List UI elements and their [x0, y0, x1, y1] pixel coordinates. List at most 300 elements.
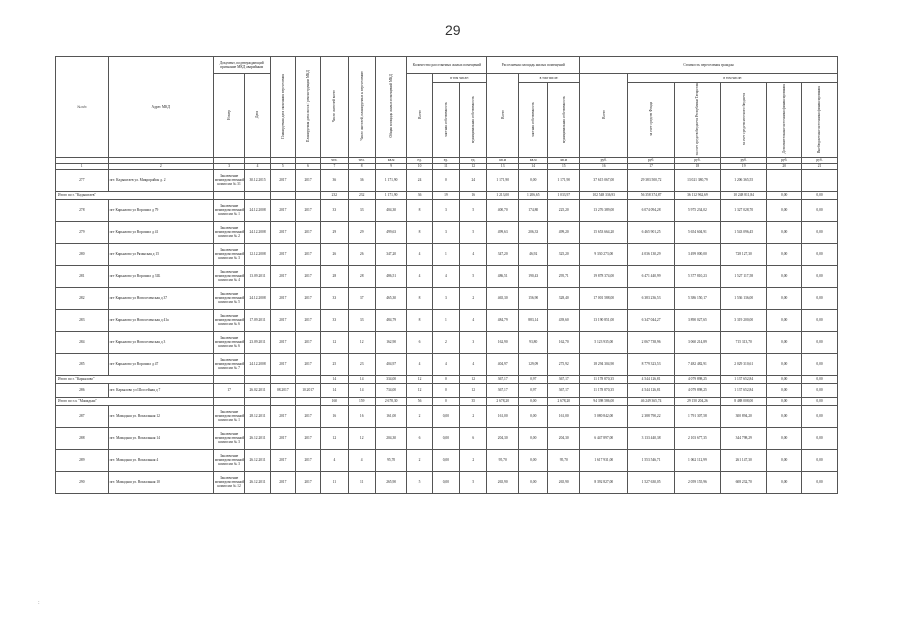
header-rooms-municipal: муниципальная собственность — [460, 83, 487, 158]
header-cost-fund: за счет средств Фонда — [628, 83, 674, 158]
header-residents-plan: Число жителей, планируемых к переселению — [348, 57, 375, 158]
table-cell: 1 543 096,45 — [721, 221, 767, 243]
subtotal-cell — [213, 375, 245, 383]
table-cell: 404,97 — [487, 353, 519, 375]
table-cell: 285 — [56, 353, 109, 375]
table-row — [56, 353, 838, 375]
subtotal-cell: 2 678,30 — [375, 397, 407, 405]
table-cell: 19 878 374,00 — [580, 265, 628, 287]
column-number-row-cell: 15 — [548, 163, 580, 169]
subtotal-cell — [245, 191, 270, 199]
table-cell: 0,00 — [802, 405, 838, 427]
address-cell: пгт. Мамадыш ул. Вокзальная 12 — [108, 405, 213, 427]
header-total-area: Общая площадь жилых помещений МКД — [375, 57, 407, 158]
table-cell: 161,00 — [487, 405, 519, 427]
table-cell: 2017 — [295, 221, 320, 243]
column-number-row-cell: 19 — [721, 163, 767, 169]
table-cell: 8 — [407, 309, 432, 331]
table-row — [56, 221, 838, 243]
table-cell: 95,70 — [487, 449, 519, 471]
table-cell: 4 — [432, 265, 459, 287]
header-rooms-including: в том числе: — [432, 74, 487, 83]
table-cell: 499,63 — [375, 221, 407, 243]
table-cell: 3 499 000,00 — [674, 243, 720, 265]
subtotal-cell: 367,17 — [548, 375, 580, 383]
table-cell: 11 178 870,35 — [580, 383, 628, 397]
table-cell: 275,92 — [548, 353, 580, 375]
table-cell: 1 791 307,58 — [674, 405, 720, 427]
subtotal-cell — [295, 191, 320, 199]
page-number: 29 — [445, 22, 461, 38]
table-cell: 2 029 310,61 — [721, 353, 767, 375]
table-cell: 156,90 — [519, 287, 548, 309]
subtotal-cell: 160 — [321, 397, 348, 405]
table-cell: 0,00 — [802, 287, 838, 309]
units-row-cell: руб. — [767, 157, 802, 163]
address-cell: пгт Карьялово ул Новоселенская д 41а — [108, 309, 213, 331]
units-row-cell: кв.м — [375, 157, 407, 163]
table-cell: 295,71 — [548, 265, 580, 287]
table-cell: 0,00 — [802, 353, 838, 375]
document-cell: Заключение межведомственной комиссии № 2 — [213, 221, 245, 243]
subtotal-cell — [270, 191, 295, 199]
table-cell: 13 276 389,00 — [580, 199, 628, 221]
table-cell: 11 — [348, 471, 375, 493]
subtotal-cell: 2 678,20 — [487, 397, 519, 405]
header-cost-extra2: Внебюджетные источники финансирования — [802, 83, 838, 158]
units-row-cell: руб. — [628, 157, 674, 163]
table-cell: 8 — [407, 287, 432, 309]
address-cell: пгт. Карьялово ул Шоссейная д 7 — [108, 383, 213, 397]
table-cell: 16 — [321, 405, 348, 427]
subtotal-cell: 1 213,00 — [487, 191, 519, 199]
table-cell: 28 — [348, 265, 375, 287]
table-cell: 282 — [56, 287, 109, 309]
table-cell: 278 — [56, 199, 109, 221]
table-cell: 1 327 028,70 — [721, 199, 767, 221]
units-row-cell: чел. — [348, 157, 375, 163]
table-row — [56, 199, 838, 221]
table-row — [56, 265, 838, 287]
header-no: № п/п — [56, 57, 109, 158]
table-cell: 1 536 136,00 — [721, 287, 767, 309]
table-cell: 5 — [460, 471, 487, 493]
table-cell: 0,00 — [767, 405, 802, 427]
table-cell: 28 — [321, 265, 348, 287]
table-cell: 14 — [321, 383, 348, 397]
table-cell: 26.02.2011 — [245, 383, 270, 397]
table-cell: 499,63 — [487, 221, 519, 243]
header-doc-date: Дата — [245, 74, 270, 158]
table-cell: 2017 — [295, 405, 320, 427]
document-cell: Заключение межведомственной комиссии № 4 — [213, 265, 245, 287]
table-cell: 12 — [321, 331, 348, 353]
document-cell: Заключение межведомственной комиссии № 3 — [213, 449, 245, 471]
table-cell: 24.12.2008 — [245, 199, 270, 221]
header-cost-including: в том числе: — [628, 74, 838, 83]
table-cell: 3 060 214,89 — [674, 331, 720, 353]
table-cell: 12.12.2008 — [245, 243, 270, 265]
subtotal-row — [56, 375, 838, 383]
table-cell: 2017 — [270, 405, 295, 427]
units-row-cell: руб. — [580, 157, 628, 163]
table-cell: 347,20 — [487, 243, 519, 265]
subtotal-cell: 0,00 — [519, 397, 548, 405]
subtotal-label: Итого по г. "Карьялово" — [56, 375, 214, 383]
table-cell: 281 — [56, 265, 109, 287]
table-cell: 0,97 — [519, 383, 548, 397]
table-cell: 17.09.2011 — [245, 309, 270, 331]
table-cell: 13.09.2011 — [245, 265, 270, 287]
table-cell: 6 447 897,00 — [580, 427, 628, 449]
column-number-row-cell: 2 — [108, 163, 213, 169]
address-cell: пгт Карьялово ул Ворошил д 41 — [108, 221, 213, 243]
table-cell: 265,90 — [487, 471, 519, 493]
header-cost-extra: Дополнительные источники финансирования — [767, 83, 802, 158]
table-cell: 279 — [56, 221, 109, 243]
table-cell: 2 — [407, 449, 432, 471]
table-cell: 26.12.2011 — [245, 449, 270, 471]
column-number-row-cell: 16 — [580, 163, 628, 169]
subtotal-cell: 1 206,65 — [519, 191, 548, 199]
column-number-row-cell: 3 — [213, 163, 245, 169]
subtotal-cell — [245, 375, 270, 383]
address-cell: пгт Карьялово ул Новоселенская д 37 — [108, 287, 213, 309]
table-cell: 95,70 — [548, 449, 580, 471]
table-cell: 2 — [407, 405, 432, 427]
table-cell: 2017 — [270, 199, 295, 221]
column-number-row-cell: 1 — [56, 163, 109, 169]
column-number-row-cell: 7 — [321, 163, 348, 169]
table-cell: 2017 — [270, 287, 295, 309]
table-cell: 17 001 588,00 — [580, 287, 628, 309]
table-cell: 12 — [348, 331, 375, 353]
table-cell: 0,00 — [767, 243, 802, 265]
table-cell: 2017 — [295, 353, 320, 375]
table-cell: 2017 — [295, 243, 320, 265]
units-row-cell: руб. — [802, 157, 838, 163]
table-cell: 277 — [56, 169, 109, 191]
table-cell: 1 062 112,99 — [674, 449, 720, 471]
table-cell: 4 036 130,29 — [628, 243, 674, 265]
table-row — [56, 243, 838, 265]
table-cell: 0,00 — [767, 287, 802, 309]
address-cell: пгт. Мамадыш ул. Вокзальная 10 — [108, 471, 213, 493]
subtotal-cell: 0,00 — [767, 191, 802, 199]
subtotal-cell — [213, 397, 245, 405]
table-cell: 283 — [56, 309, 109, 331]
table-cell: 2 — [460, 405, 487, 427]
table-cell: 204,30 — [375, 427, 407, 449]
table-row — [56, 383, 838, 397]
table-cell: 5 — [460, 199, 487, 221]
header-area-municipal: муниципальная собственность — [548, 83, 580, 158]
subtotal-cell: 1 171,90 — [375, 191, 407, 199]
units-row-cell: кв.м — [548, 157, 580, 163]
table-cell: 28.12.2011 — [245, 405, 270, 427]
table-cell: 4 — [432, 353, 459, 375]
address-cell: пгт. Кадыштаев ул. Микрорайон д. 2 — [108, 169, 213, 191]
subtotal-cell: 0,00 — [767, 397, 802, 405]
column-number-row-cell: 21 — [802, 163, 838, 169]
address-cell: пгт Карьялово ул Ворошил д 31Б — [108, 265, 213, 287]
table-cell: 8 392 827,00 — [580, 471, 628, 493]
column-number-row-cell: 9 — [375, 163, 407, 169]
header-cost-total: Всего — [580, 74, 628, 158]
column-number-row-cell: 20 — [767, 163, 802, 169]
table-cell: 11 — [321, 471, 348, 493]
units-row-cell: чел. — [321, 157, 348, 163]
table-cell: 93,80 — [519, 331, 548, 353]
table-cell: 2 103 677,35 — [674, 427, 720, 449]
table-cell: 1 — [432, 309, 459, 331]
table-cell: 12 — [407, 383, 432, 397]
table-cell: 287 — [56, 405, 109, 427]
subtotal-label: Итого по г.п. "Мамадыш" — [56, 397, 214, 405]
table-cell: 0,00 — [767, 265, 802, 287]
table-cell: 0 — [432, 383, 459, 397]
table-cell: 5 — [460, 221, 487, 243]
subtotal-cell: 29 150 204,26 — [674, 397, 720, 405]
document-cell: Заключение межведомственной комиссии № 6 — [213, 331, 245, 353]
table-cell: 484,79 — [487, 309, 519, 331]
table-cell: 439,60 — [548, 309, 580, 331]
table-cell: 30.12.2015 — [245, 169, 270, 191]
table-cell: 367,17 — [487, 383, 519, 397]
table-cell: 24 — [407, 169, 432, 191]
table-cell: 0,00 — [767, 449, 802, 471]
table-cell: 33 — [321, 199, 348, 221]
table-cell: 2 059 155,96 — [674, 471, 720, 493]
table-cell: 24.12.2008 — [245, 353, 270, 375]
table-cell: 0,00 — [802, 427, 838, 449]
table-cell: 0,00 — [767, 221, 802, 243]
table-cell: 162,90 — [487, 331, 519, 353]
table-cell: 2017 — [270, 265, 295, 287]
table-cell: 2017 — [270, 427, 295, 449]
table-cell: 6 — [407, 331, 432, 353]
table-cell: 2017 — [270, 471, 295, 493]
header-cost-group: Стоимость переселения граждан — [580, 57, 838, 74]
table-cell: 0,00 — [767, 309, 802, 331]
table-cell: 289 — [56, 449, 109, 471]
table-cell: 1 527 630,05 — [628, 471, 674, 493]
subtotal-cell: 16 — [460, 191, 487, 199]
table-cell: 0,00 — [767, 199, 802, 221]
header-rooms-private: частная собственность — [432, 83, 459, 158]
table-cell: 5 975 234,02 — [674, 199, 720, 221]
column-number-row-cell: 6 — [295, 163, 320, 169]
table-cell: 1 171,90 — [487, 169, 519, 191]
subtotal-cell: 36 112 962,69 — [674, 191, 720, 199]
table-cell: 728 127,30 — [721, 243, 767, 265]
address-cell: пгт Карьялово ул Ворошил д 79 — [108, 199, 213, 221]
subtotal-cell: 102 548 336,93 — [580, 191, 628, 199]
subtotal-cell: 1 033,97 — [548, 191, 580, 199]
table-cell: 33 — [321, 287, 348, 309]
table-cell: 288 — [56, 427, 109, 449]
table-cell: 13 021 380,79 — [674, 169, 720, 191]
table-cell: 499,20 — [548, 221, 580, 243]
header-rooms-group: Количество расселяемых жилых помещений — [407, 57, 487, 74]
table-cell: 206,33 — [519, 221, 548, 243]
table-cell: 4 079 898,25 — [674, 383, 720, 397]
table-cell: 26.12.2011 — [245, 471, 270, 493]
subtotal-cell: 0,97 — [519, 375, 548, 383]
relocation-table — [55, 56, 838, 494]
subtotal-cell: 12 — [460, 375, 487, 383]
table-row — [56, 331, 838, 353]
table-cell: 2017 — [270, 309, 295, 331]
subtotal-cell: 8 488 008,00 — [721, 397, 767, 405]
subtotal-cell: 36 — [407, 191, 432, 199]
table-cell: 0,00 — [767, 331, 802, 353]
table-cell: 3 — [460, 331, 487, 353]
table-cell: 486,51 — [375, 265, 407, 287]
table-cell: 0,00 — [802, 265, 838, 287]
table-row — [56, 405, 838, 427]
table-cell: 4 — [460, 309, 487, 331]
table-cell: 284 — [56, 331, 109, 353]
table-cell: 0,00 — [802, 243, 838, 265]
subtotal-cell — [295, 375, 320, 383]
table-cell: 23.09.2011 — [245, 331, 270, 353]
table-cell: 0,00 — [802, 199, 838, 221]
subtotal-cell: 14 — [321, 375, 348, 383]
table-cell: 1 206 365,55 — [721, 169, 767, 191]
subtotal-cell: 4 079 898,25 — [674, 375, 720, 383]
table-cell: 608 232,70 — [721, 471, 767, 493]
subtotal-cell: 0,00 — [802, 375, 838, 383]
table-cell: 4 — [460, 243, 487, 265]
column-number-row-cell: 4 — [245, 163, 270, 169]
table-cell: 3 133 440,38 — [628, 427, 674, 449]
table-cell: 18 294 304,90 — [580, 353, 628, 375]
subtotal-cell: 232 — [348, 191, 375, 199]
table-cell: 0 — [432, 169, 459, 191]
document-cell: Заключение межведомственной комиссии № 31 — [213, 169, 245, 191]
table-cell: 2017 — [270, 449, 295, 471]
subtotal-cell: 367,17 — [487, 375, 519, 383]
document-cell: 17 — [213, 383, 245, 397]
subtotal-cell: 159 — [348, 397, 375, 405]
table-cell: 13 190 851,00 — [580, 309, 628, 331]
subtotal-cell: 35 — [460, 397, 487, 405]
subtotal-cell: 14 — [348, 375, 375, 383]
table-cell: 0,00 — [802, 383, 838, 397]
table-cell: 29 — [321, 221, 348, 243]
address-cell: пгт. Мамадыш ул. Вокзальная 14 — [108, 427, 213, 449]
units-row-cell: ед. — [460, 157, 487, 163]
table-cell: 0,00 — [432, 405, 459, 427]
table-cell: 12 — [348, 427, 375, 449]
subtotal-cell — [295, 397, 320, 405]
table-cell: 95,70 — [375, 449, 407, 471]
column-number-row-cell: 8 — [348, 163, 375, 169]
document-cell: Заключение межведомственной комиссии № 1 — [213, 405, 245, 427]
margin-mark: : — [38, 600, 40, 606]
table-cell: 400,70 — [487, 199, 519, 221]
subtotal-cell: 0 — [432, 397, 459, 405]
table-cell: 9 330 273,00 — [580, 243, 628, 265]
table-cell: 6 471 440,99 — [628, 265, 674, 287]
table-cell: 0,00 — [802, 471, 838, 493]
column-number-row-cell: 12 — [460, 163, 487, 169]
units-row-group — [56, 157, 838, 169]
table-cell: 6 465 901,25 — [628, 221, 674, 243]
table-cell: 10.2017 — [295, 383, 320, 397]
table-cell: 300 894,20 — [721, 405, 767, 427]
table-cell: 0,00 — [802, 221, 838, 243]
header-plan-end: Планируемая дата окончания переселения — [270, 57, 295, 158]
table-cell: 25 — [321, 353, 348, 375]
table-cell: 2017 — [295, 169, 320, 191]
subtotal-cell: 0,00 — [767, 375, 802, 383]
table-cell: 734,00 — [375, 383, 407, 397]
subtotal-cell — [270, 375, 295, 383]
table-cell: 5 — [407, 471, 432, 493]
table-cell: 29 — [348, 221, 375, 243]
subtotal-cell: 46 249 365,74 — [628, 397, 674, 405]
table-cell: 0,00 — [432, 427, 459, 449]
table-cell: 4 544 126,81 — [628, 383, 674, 397]
header-cost-region: за счет средств бюджета Республики Татарстан — [674, 83, 720, 158]
units-row-cell: ед. — [432, 157, 459, 163]
table-cell: 1 — [432, 243, 459, 265]
table-cell: 26 — [348, 243, 375, 265]
table-cell: 36 — [348, 169, 375, 191]
table-cell: 0,00 — [767, 353, 802, 375]
table-cell: 24.12.2008 — [245, 287, 270, 309]
subtotal-row — [56, 397, 838, 405]
table-cell: 08.2017 — [270, 383, 295, 397]
subtotal-cell: 0,00 — [802, 191, 838, 199]
table-cell: 24 — [460, 169, 487, 191]
table-cell: 26 — [321, 243, 348, 265]
table-cell: 4 — [460, 353, 487, 375]
subtotal-cell: 11 178 870,35 — [580, 375, 628, 383]
column-number-row-cell: 13 — [487, 163, 519, 169]
table-cell: 0,00 — [767, 427, 802, 449]
table-cell: 3 — [432, 199, 459, 221]
subtotal-cell — [270, 397, 295, 405]
table-cell: 2017 — [270, 243, 295, 265]
subtotal-cell: 4 544 126,81 — [628, 375, 674, 383]
table-cell: 23 — [348, 353, 375, 375]
subtotal-cell: 232 — [321, 191, 348, 199]
units-row-cell: руб. — [721, 157, 767, 163]
column-number-row-cell: 11 — [432, 163, 459, 169]
table-cell: 204,30 — [548, 427, 580, 449]
table-cell: 4 — [321, 449, 348, 471]
table-cell: 5 123 935,00 — [580, 331, 628, 353]
table-cell: 2 — [460, 287, 487, 309]
table-cell: 883,14 — [519, 309, 548, 331]
table-cell: 465,30 — [375, 287, 407, 309]
table-cell: 6 383 236,53 — [628, 287, 674, 309]
table-cell: 204,30 — [487, 427, 519, 449]
table-cell: 265,90 — [375, 471, 407, 493]
column-number-row-cell: 10 — [407, 163, 432, 169]
table-cell: 8 — [407, 221, 432, 243]
document-cell: Заключение межведомственной комиссии № 3 — [213, 243, 245, 265]
subtotal-cell: 94 398 586,00 — [580, 397, 628, 405]
table-cell: 6 — [460, 427, 487, 449]
table-cell: 1 617 931,00 — [580, 449, 628, 471]
table-cell: 3 890 027,65 — [674, 309, 720, 331]
table-cell: 8 779 323,53 — [628, 353, 674, 375]
table-cell: 0,00 — [519, 427, 548, 449]
